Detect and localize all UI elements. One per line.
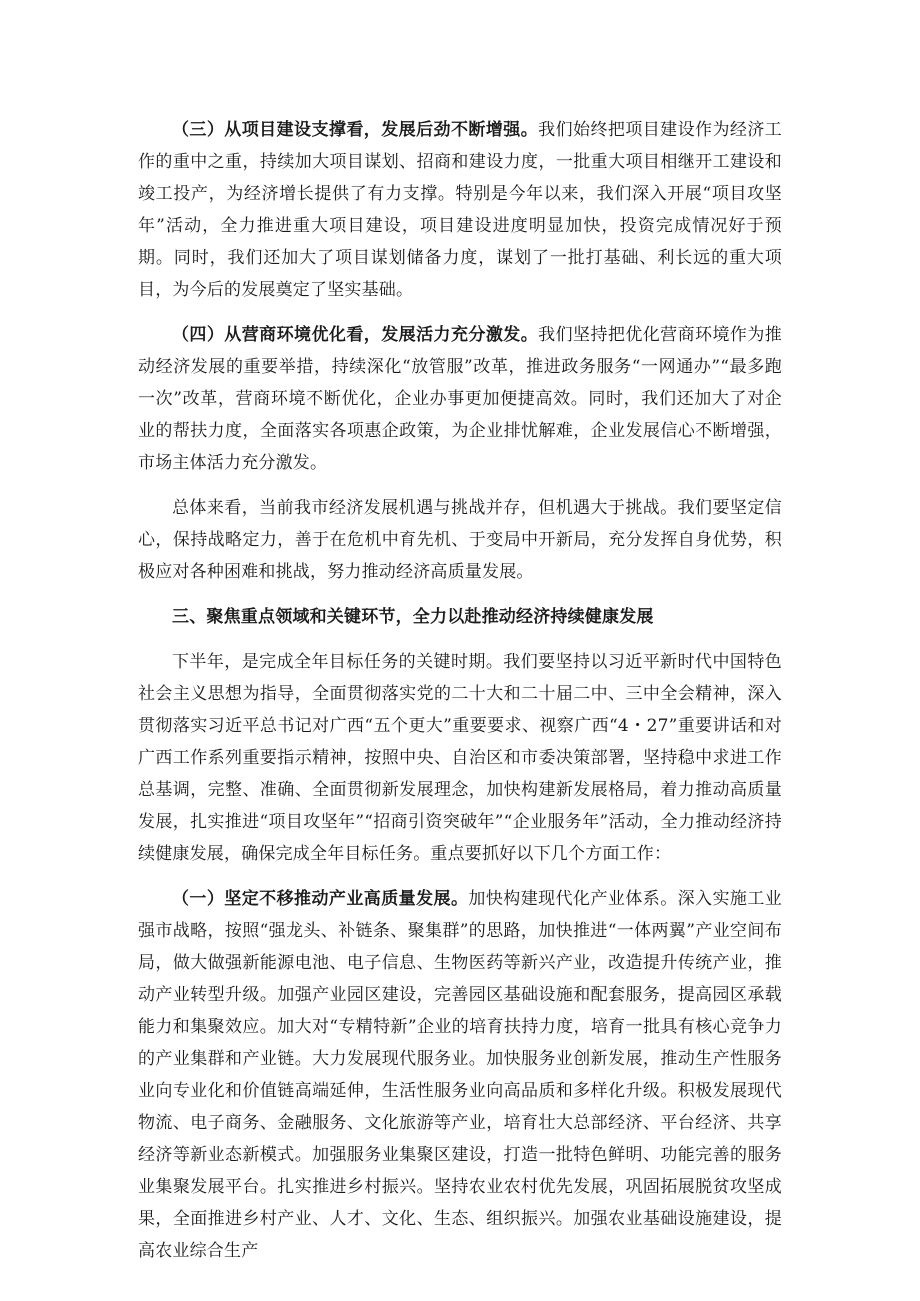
paragraph-body: 我们始终把项目建设作为经济工作的重中之重，持续加大项目谋划、招商和建设力度，一批重大项目相继开工建设和竣工投产，为经济增长提供了有力支撑。特别是今年以来，我们深入开展“项目攻坚年”活动，全力推进重大项目建设，项目建设进度明显加快，投资完成情况好于预期。同时，我们还加大了项目谋划储备力度，谋划了一批打基础、利长远的重大项目，为今后的发展奠定了坚实基础。 <box>138 120 782 300</box>
section-heading-three: 三、聚焦重点领域和关键环节，全力以赴推动经济持续健康发展 <box>172 607 654 627</box>
paragraph-lead: （一）坚定不移推动产业高质量发展。 <box>172 889 469 909</box>
paragraph-lead: （四）从营商环境优化看，发展活力充分激发。 <box>172 325 539 345</box>
paragraph-overall-summary <box>138 492 782 588</box>
paragraph-body: 加快构建现代化产业体系。深入实施工业强市战略，按照“强龙头、补链条、聚集群”的思路，加快推进“一体两翼”产业空间布局，做大做强新能源电池、电子信息、生物医药等新兴产业，改造提升传统产业，推动产业转型升级。加强产业园区建设，完善园区基础设施和配套服务，提高园区承载能力和集聚效应。加大对“专精特新”企业的培育扶持力度，培育一批具有核心竞争力的产业集群和产业链。大力发展现代服务业。加快服务业创新发展，推动生产性服务业向专业化和价值链高端延伸，生活性服务业向高品质和多样化升级。积极发展现代物流、电子商务、金融服务、文化旅游等产业，培育壮大总部经济、平台经济、共享经济等新业态新模式。加强服务业集聚区建设，打造一批特色鲜明、功能完善的服务业集聚发展平台。扎实推进乡村振兴。坚持农业农村优先发展，巩固拓展脱贫攻坚成果，全面推进乡村产业、人才、文化、生态、组织振兴。加强农业基础设施建设，提高农业综合生产 <box>138 889 782 1261</box>
paragraph-lead: （三）从项目建设支撑看，发展后劲不断增强。 <box>172 120 539 140</box>
paragraph-body: 总体来看，当前我市经济发展机遇与挑战并存，但机遇大于挑战。我们要坚定信心，保持战略定力，善于在危机中育先机、于变局中开新局，充分发挥自身优势，积极应对各种困难和挑战，努力推动经济高质量发展。 <box>138 498 782 582</box>
paragraph-body: 我们坚持把优化营商环境作为推动经济发展的重要举措，持续深化“放管服”改革，推进政务服务“一网通办”“最多跑一次”改革，营商环境不断优化，企业办事更加便捷高效。同时，我们还加大了对企业的帮扶力度，全面落实各项惠企政策，为企业排忧解难，企业发展信心不断增强，市场主体活力充分激发。 <box>138 325 782 473</box>
paragraph-body: 下半年，是完成全年目标任务的关键时期。我们要坚持以习近平新时代中国特色社会主义思想为指导，全面贯彻落实党的二十大和二十届二中、三中全会精神，深入贯彻落实习近平总书记对广西“五个更大”重要要求、视察广西“4・27”重要讲话和对广西工作系列重要指示精神，按照中央、自治区和市委决策部署，坚持稳中求进工作总基调，完整、准确、全面贯彻新发展理念，加快构建新发展格局，着力推动高质量发展，扎实推进“项目攻坚年”“招商引资突破年”“企业服务年”活动，全力推动经济持续健康发展，确保完成全年目标任务。重点要抓好以下几个方面工作： <box>138 652 782 864</box>
paragraph-business-environment <box>138 319 782 479</box>
paragraph-industry-development <box>138 883 782 1267</box>
paragraph-second-half-year <box>138 646 782 870</box>
paragraph-project-construction <box>138 114 782 306</box>
